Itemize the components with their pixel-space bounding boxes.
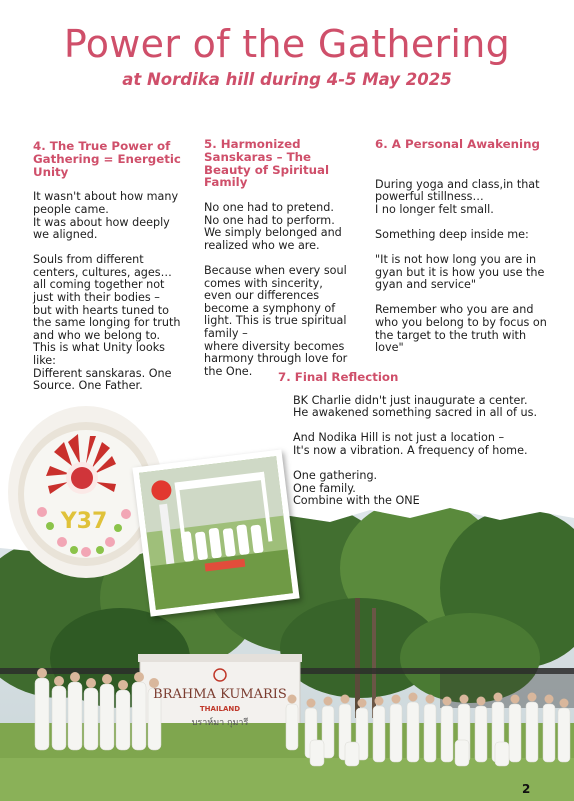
section-paragraph: It wasn't about how many people came. It was about how deeply we aligned. [33, 190, 179, 242]
sign-name: BRAHMA KUMARIS [153, 687, 287, 702]
section-paragraph: Remember who you are and who you belong to by focus on the target to the truth with love" [375, 303, 547, 355]
section-paragraph: One gathering. One family. Combine with the ONE [293, 469, 420, 508]
section-harmonized-sanskaras [204, 138, 356, 391]
section-personal-awakening [375, 138, 550, 367]
section-paragraph: During yoga and class,in that powerful stillness… I no longer felt small. [375, 177, 540, 216]
cake-text: Y37 [60, 509, 108, 534]
sign-country: THAILAND [199, 705, 241, 713]
section-heading: 6. A Personal Awakening [375, 137, 540, 151]
section-heading: 5. Harmonized Sanskaras – The Beauty of Spiritual Family [204, 137, 330, 190]
section-heading: 4. The True Power of Gathering = Energetic Unity [33, 139, 181, 179]
sign-thai: บราห์มา กุมารี [191, 718, 249, 728]
section-paragraph: Because when every soul comes with sincerity, even our differences become a symphony of light. This is true spiritual family – where diversity becomes harmony through love for the One. [204, 264, 348, 378]
page-number: 2 [522, 782, 531, 796]
page-title: Power of the Gathering [63, 22, 511, 66]
section-paragraph: BK Charlie didn't just inaugurate a center. He awakened something sacred in all of us. [293, 393, 538, 420]
section-paragraph: Souls from different centers, cultures, ages… all coming together not just with their bodies – but with hearts tuned to the same longing for truth and who we belong to. This is what Unity looks like: Different sanskaras. One Source. One Father. [33, 253, 181, 393]
ceremony-photo [132, 449, 299, 616]
section-paragraph: And Nodika Hill is not just a location – It's now a vibration. A frequency of home. [293, 431, 528, 458]
section-paragraph: "It is not how long you are in gyan but it is how you use the gyan and service" [375, 253, 545, 292]
section-heading: 7. Final Reflection [278, 370, 399, 384]
section-true-power [33, 140, 185, 405]
section-paragraph: Something deep inside me: [375, 228, 529, 242]
page-subtitle: at Nordika hill during 4-5 May 2025 [122, 70, 452, 89]
section-paragraph: No one had to pretend. No one had to perform. We simply belonged and realized who we are. [204, 201, 342, 252]
section-final-reflection [278, 371, 548, 520]
